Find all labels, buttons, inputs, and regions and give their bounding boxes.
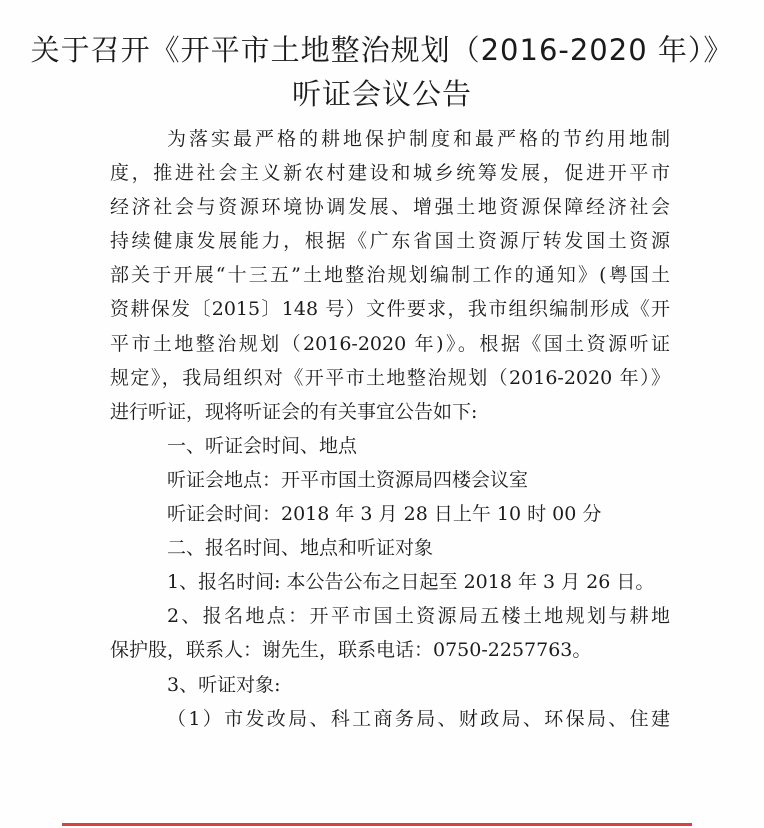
body-line-3: 经济社会与资源环境协调发展、增强土地资源保障经济社会	[110, 196, 670, 219]
body-line-2: 度，推进社会主义新农村建设和城乡统筹发展，促进开平市	[110, 162, 670, 185]
body-line-4: 持续健康发展能力，根据《广东省国土资源厅转发国土资源	[110, 230, 670, 253]
body-line-1: 为落实最严格的耕地保护制度和最严格的节约用地制	[167, 128, 670, 150]
section-heading-1: 一、听证会时间、地点	[167, 434, 358, 457]
body-line-9: 进行听证，现将听证会的有关事宜公告如下:	[110, 400, 478, 423]
body-line-5: 部关于开展“十三五”土地整治规划编制工作的通知》(粤国土	[110, 264, 670, 287]
bottom-divider	[62, 823, 692, 826]
hearing-participants-item-1: （1）市发改局、科工商务局、财政局、环保局、住建	[167, 707, 670, 730]
section-heading-2: 二、报名时间、地点和听证对象	[167, 537, 434, 560]
hearing-location: 听证会地点：开平市国土资源局四楼会议室	[167, 468, 529, 491]
registration-contact: 保护股，联系人：谢先生，联系电话：0750-2257763。	[110, 639, 592, 662]
hearing-participants-heading: 3、听证对象:	[167, 673, 281, 696]
body-line-6: 资耕保发〔2015〕148 号）文件要求，我市组织编制形成《开	[110, 298, 670, 321]
registration-time: 1、报名时间: 本公告公布之日起至 2018 年 3 月 26 日。	[167, 571, 655, 594]
document-title-line-1: 关于召开《开平市土地整治规划（2016-2020 年）》	[30, 33, 734, 67]
registration-location: 2、报名地点：开平市国土资源局五楼土地规划与耕地	[167, 605, 670, 628]
document-title-line-2: 听证会议公告	[291, 77, 472, 111]
body-line-7: 平市土地整治规划（2016-2020 年)》。根据《国土资源听证	[110, 332, 670, 355]
body-line-8: 规定》，我局组织对《开平市土地整治规划（2016-2020 年）》	[110, 366, 670, 389]
document-body	[110, 122, 670, 736]
hearing-time: 听证会时间：2018 年 3 月 28 日上午 10 时 00 分	[167, 503, 602, 526]
